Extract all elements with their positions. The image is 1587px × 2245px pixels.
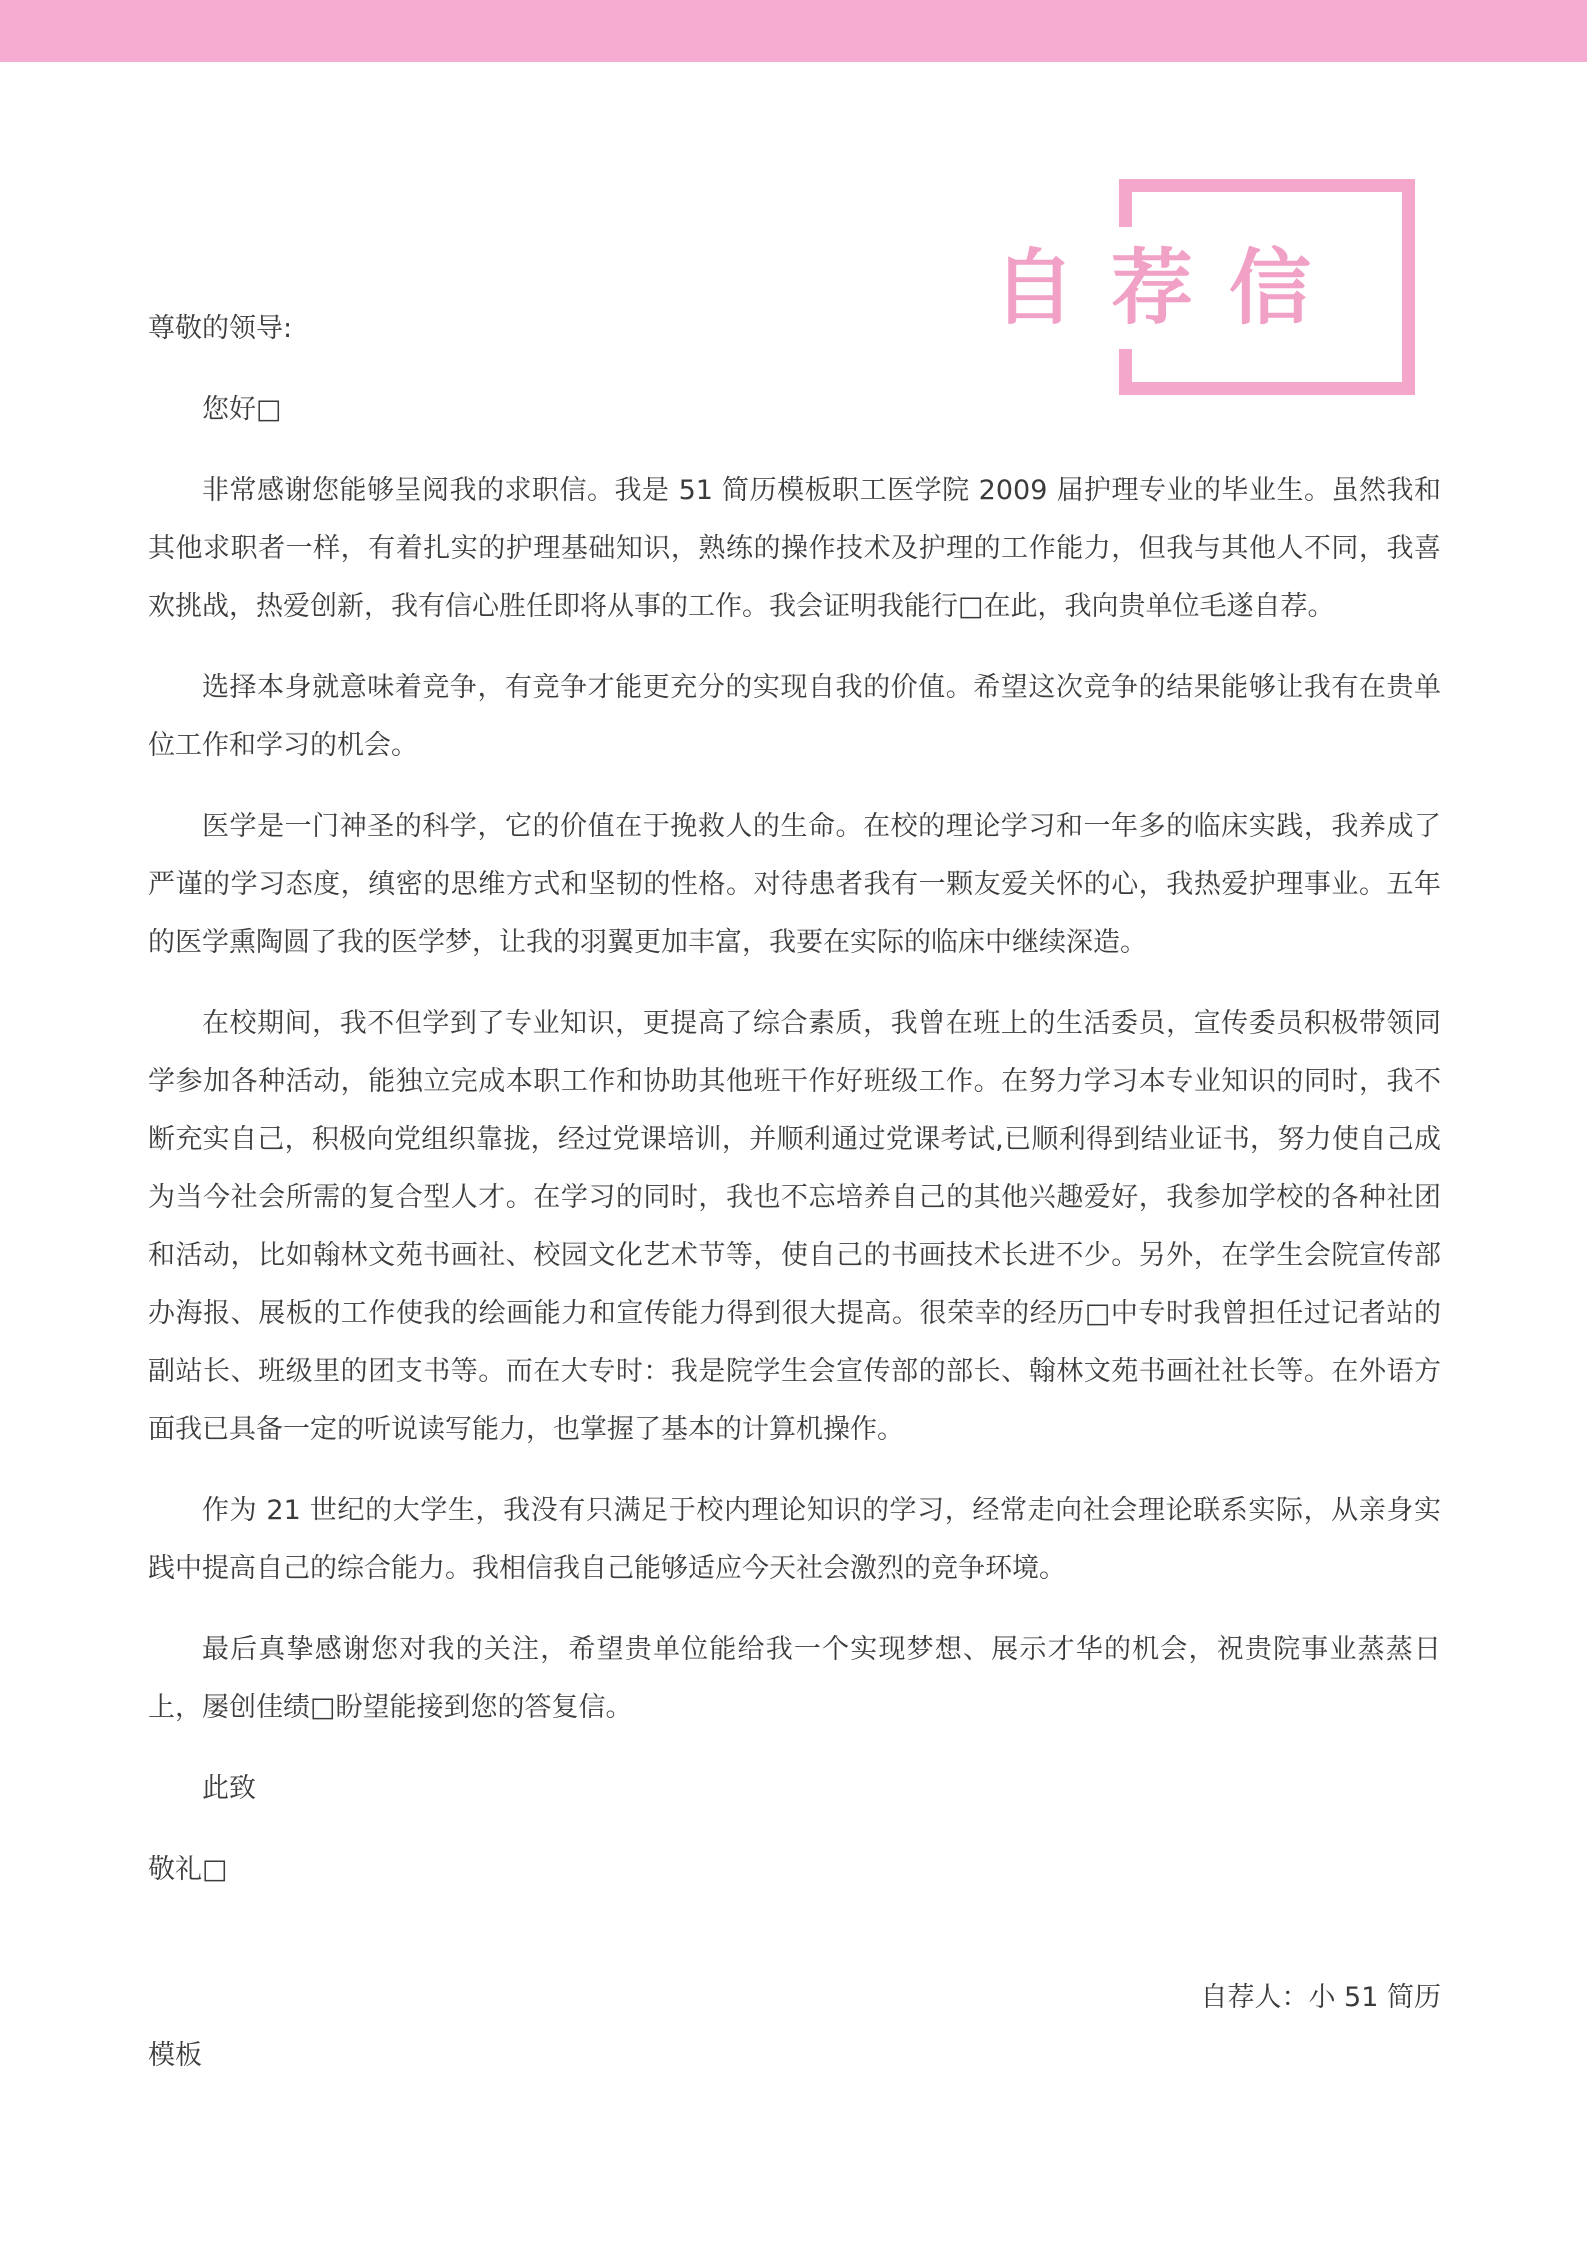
closing-jingli: 敬礼□: [148, 1854, 228, 1885]
letter-body: [148, 300, 1441, 2108]
paragraph-practice: 作为 21 世纪的大学生，我没有只满足于校内理论知识的学习，经常走向社会理论联系实际，从亲身实践中提高自己的综合能力。我相信我自己能够适应今天社会激烈的竞争环境。: [148, 1495, 1441, 1584]
paragraph-competition: 选择本身就意味着竞争，有竞争才能更充分的实现自我的价值。希望这次竞争的结果能够让我有在贵单位工作和学习的机会。: [148, 672, 1441, 761]
page-title: 自荐信: [983, 227, 1357, 349]
signature-line-1: 自荐人：小 51 简历: [1200, 1982, 1441, 2013]
paragraph-intro: 非常感谢您能够呈阅我的求职信。我是 51 简历模板职工医学院 2009 届护理专业的毕业生。虽然我和其他求职者一样，有着扎实的护理基础知识，熟练的操作技术及护理的工作能力，但我与其他人不同，我喜欢挑战，热爱创新，我有信心胜任即将从事的工作。我会证明我能行□在此，我向贵单位毛遂自荐。: [148, 475, 1441, 622]
paragraph-medicine: 医学是一门神圣的科学，它的价值在于挽救人的生命。在校的理论学习和一年多的临床实践，我养成了严谨的学习态度，缜密的思维方式和坚韧的性格。对待患者我有一颗友爱关怀的心，我热爱护理事业。五年的医学熏陶圆了我的医学梦，让我的羽翼更加丰富，我要在实际的临床中继续深造。: [148, 811, 1441, 958]
signature-line-2: 模板: [148, 2040, 202, 2071]
paragraph-thanks: 最后真挚感谢您对我的关注，希望贵单位能给我一个实现梦想、展示才华的机会，祝贵院事业蒸蒸日上，屡创佳绩□盼望能接到您的答复信。: [148, 1634, 1441, 1723]
salutation: 尊敬的领导:: [148, 313, 293, 344]
greeting: 您好□: [202, 394, 282, 425]
paragraph-school-experience: 在校期间，我不但学到了专业知识，更提高了综合素质，我曾在班上的生活委员，宣传委员积极带领同学参加各种活动，能独立完成本职工作和协助其他班干作好班级工作。在努力学习本专业知识的同时，我不断充实自己，积极向党组织靠拢，经过党课培训，并顺利通过党课考试,已顺利得到结业证书，努力使自己成为当今社会所需的复合型人才。在学习的同时，我也不忘培养自己的其他兴趣爱好，我参加学校的各种社团和活动，比如翰林文苑书画社、校园文化艺术节等，使自己的书画技术长进不少。另外，在学生会院宣传部办海报、展板的工作使我的绘画能力和宣传能力得到很大提高。很荣幸的经历□中专时我曾担任过记者站的副站长、班级里的团支书等。而在大专时：我是院学生会宣传部的部长、翰林文苑书画社社长等。在外语方面我已具备一定的听说读写能力，也掌握了基本的计算机操作。: [148, 1008, 1441, 1445]
closing-cizhi: 此致: [202, 1773, 256, 1804]
signature-block: [148, 1969, 1441, 2085]
top-banner: [0, 0, 1587, 62]
